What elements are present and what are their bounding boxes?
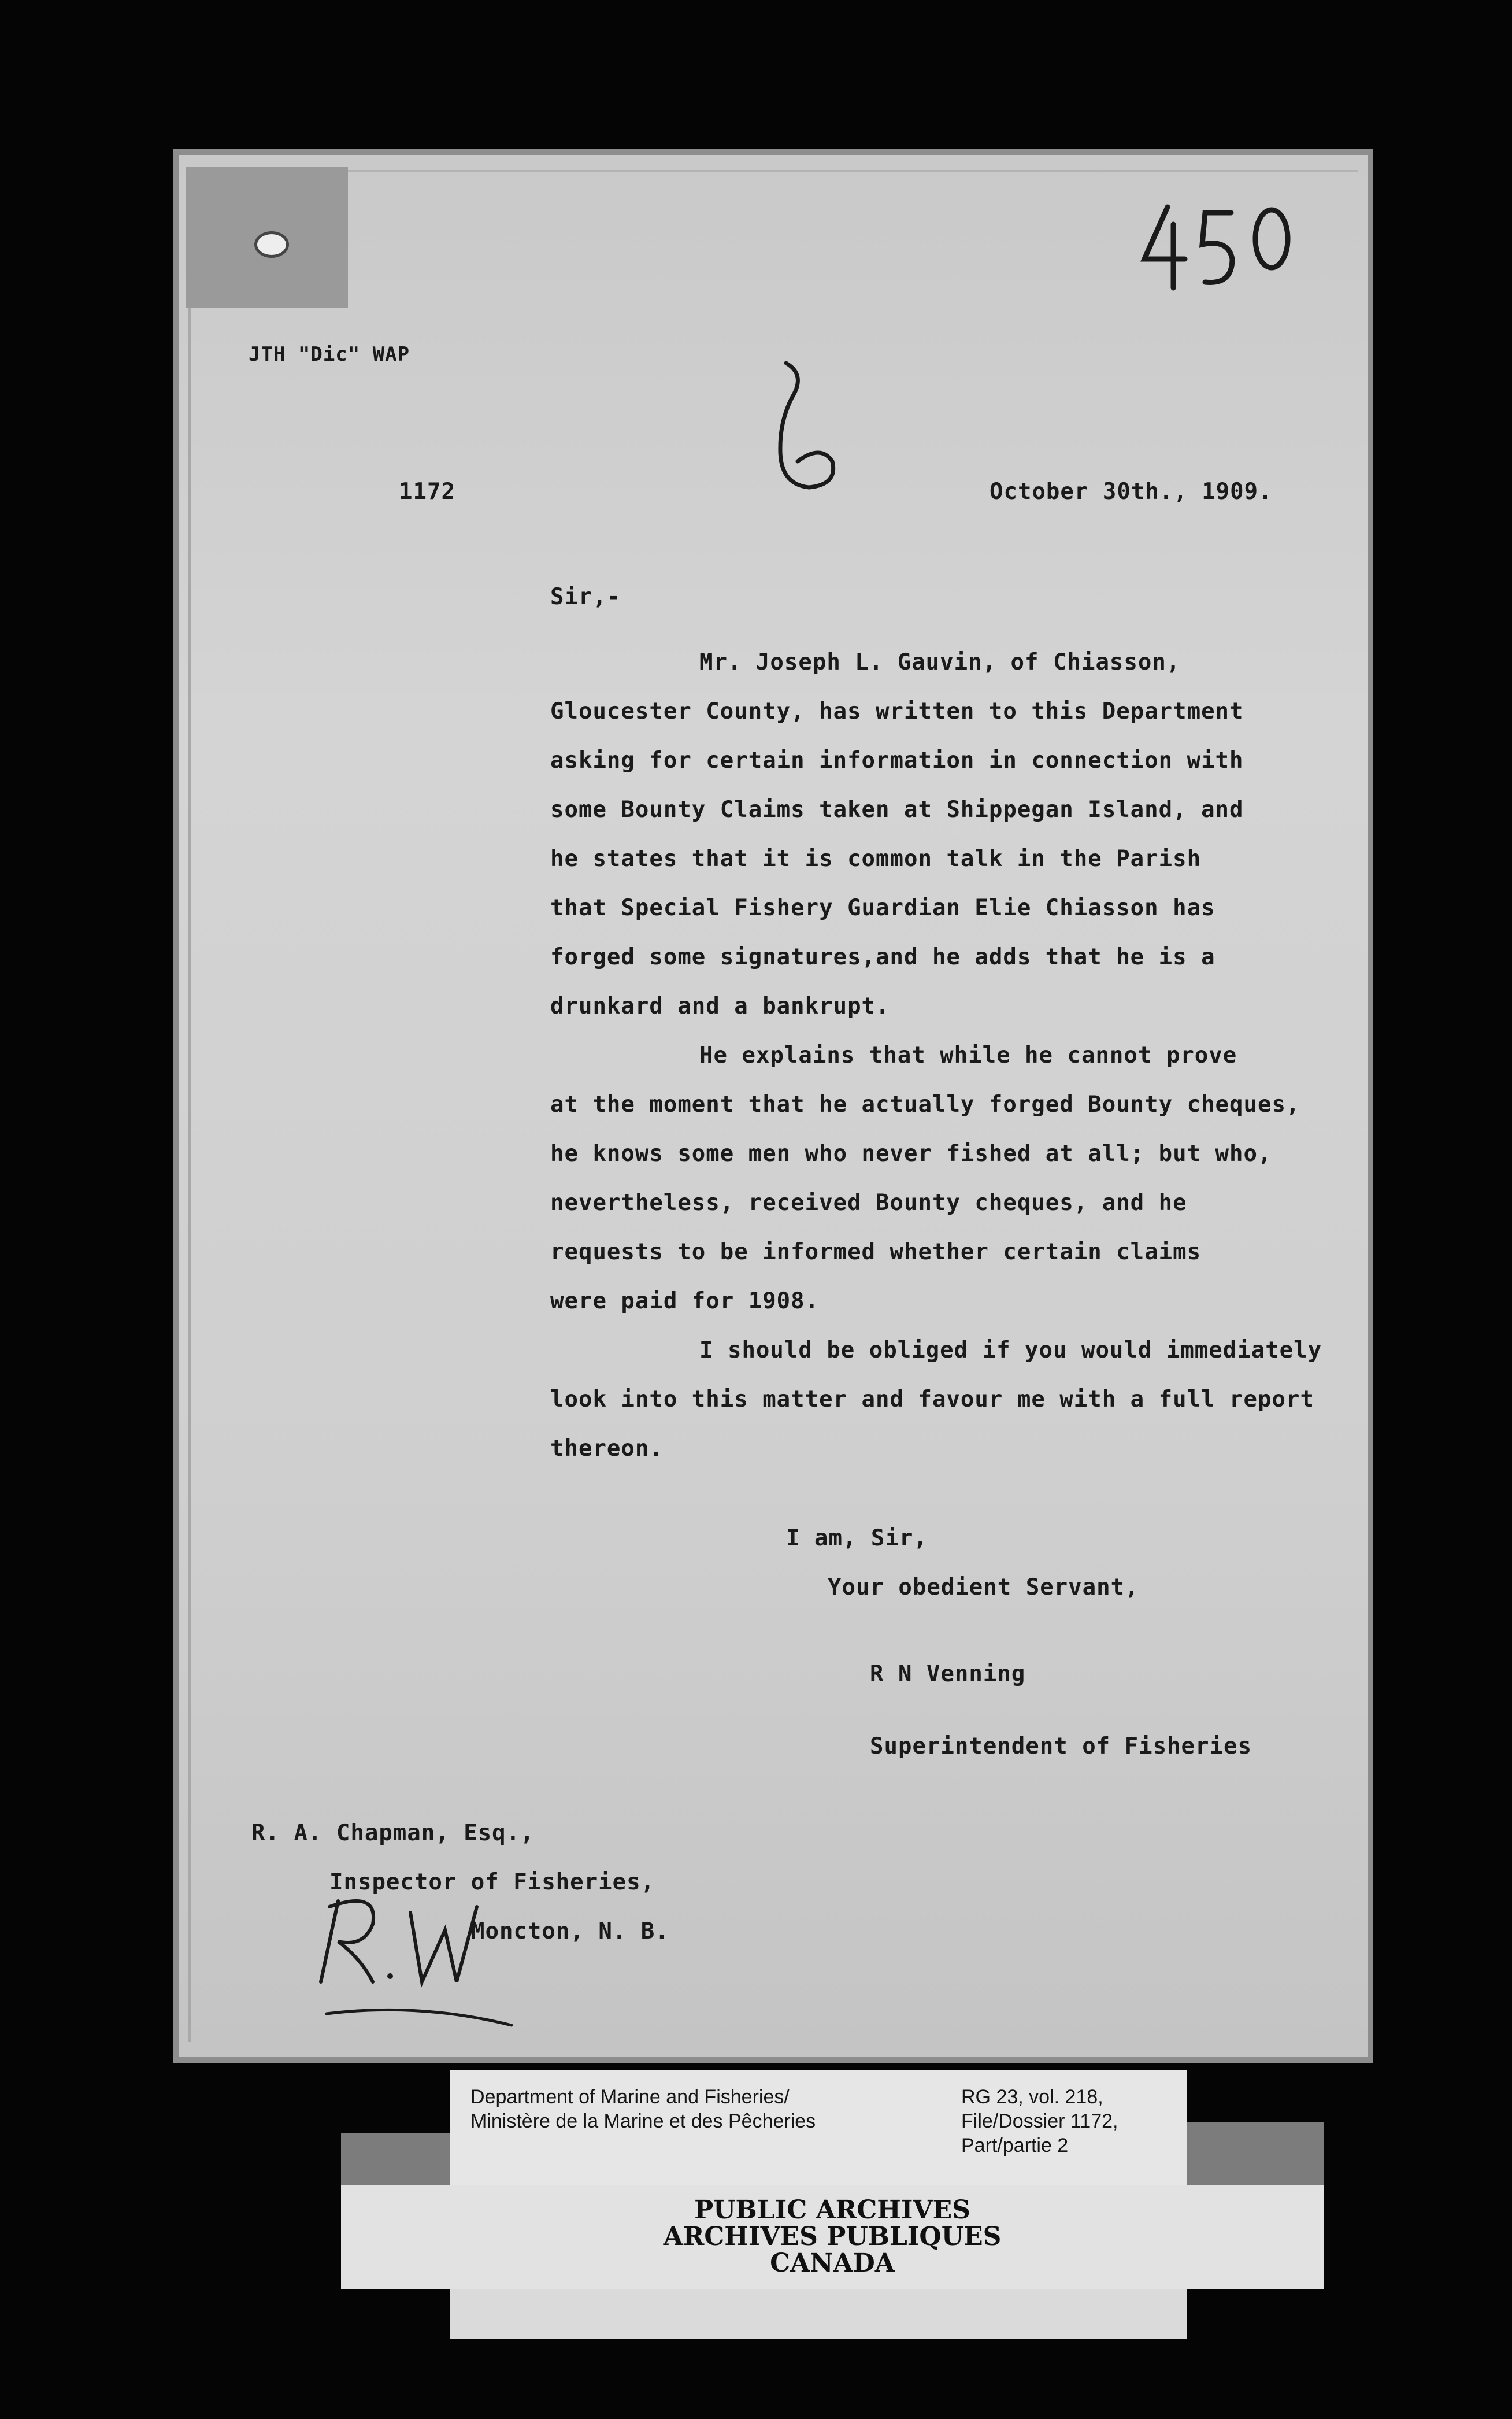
body-line-3: asking for certain information in connection with (550, 748, 1244, 774)
handwritten-mark (751, 352, 855, 519)
label-side-bar-left (341, 2133, 451, 2187)
body-line-9: He explains that while he cannot prove (699, 1042, 1237, 1068)
body-line-14: were paid for 1908. (550, 1288, 820, 1314)
body-line-13: requests to be informed whether certain claims (550, 1239, 1202, 1265)
department-line-2: Ministère de la Marine et des Pêcheries (470, 2110, 816, 2132)
department-block (470, 2085, 816, 2133)
body-line-12: nevertheless, received Bounty cheques, and he (550, 1190, 1187, 1216)
body-line-1: Mr. Joseph L. Gauvin, of Chiasson, (699, 649, 1181, 675)
body-line-5: he states that it is common talk in the Parish (550, 846, 1202, 872)
handwritten-initials-rw (303, 1884, 546, 2034)
label-side-bar-right (1187, 2122, 1324, 2187)
bottom-label-strip (450, 2289, 1187, 2339)
reference-block (961, 2085, 1118, 2158)
initials: JTH "Dic" WAP (249, 343, 410, 366)
salutation: Sir,- (550, 584, 621, 610)
handwritten-page-number-450 (1133, 190, 1306, 305)
closing-line-1: I am, Sir, (786, 1525, 928, 1551)
recipient-location: Moncton, N. B. (471, 1918, 669, 1944)
reference-line-3: Part/partie 2 (961, 2135, 1069, 2157)
punch-hole (254, 231, 289, 258)
reference-line-1: RG 23, vol. 218, (961, 2086, 1103, 2108)
reference-line-2: File/Dossier 1172, (961, 2110, 1118, 2132)
stamp-line-2: ARCHIVES PUBLIQUES (663, 2222, 1002, 2251)
file-number: 1172 (399, 479, 455, 505)
department-line-1: Department of Marine and Fisheries/ (470, 2086, 790, 2108)
stamp-line-1: PUBLIC ARCHIVES (694, 2195, 970, 2225)
body-line-17: thereon. (550, 1436, 664, 1462)
body-line-16: look into this matter and favour me with a full report (550, 1386, 1314, 1412)
letter-date: October 30th., 1909. (990, 479, 1273, 505)
recipient-name: R. A. Chapman, Esq., (251, 1820, 535, 1846)
closing-line-2: Your obedient Servant, (828, 1574, 1139, 1600)
stamp-line-3: CANADA (770, 2248, 895, 2278)
body-line-8: drunkard and a bankrupt. (550, 993, 890, 1019)
body-line-15: I should be obliged if you would immediately (699, 1337, 1322, 1363)
signer-title: Superintendent of Fisheries (870, 1733, 1252, 1759)
public-archives-stamp (341, 2185, 1324, 2289)
body-line-11: he knows some men who never fished at all; but who, (550, 1141, 1272, 1167)
archive-reference-label (450, 2070, 1187, 2191)
letter-page (173, 149, 1373, 2063)
body-line-6: that Special Fishery Guardian Elie Chiasson has (550, 895, 1215, 921)
signer-name: R N Venning (870, 1661, 1026, 1687)
body-line-10: at the moment that he actually forged Bounty cheques, (550, 1092, 1300, 1118)
corner-tab (186, 167, 348, 308)
body-line-4: some Bounty Claims taken at Shippegan Island, and (550, 797, 1244, 823)
body-line-7: forged some signatures,and he adds that he is a (550, 944, 1215, 970)
recipient-title: Inspector of Fisheries, (329, 1869, 655, 1895)
body-line-2: Gloucester County, has written to this Department (550, 698, 1244, 724)
